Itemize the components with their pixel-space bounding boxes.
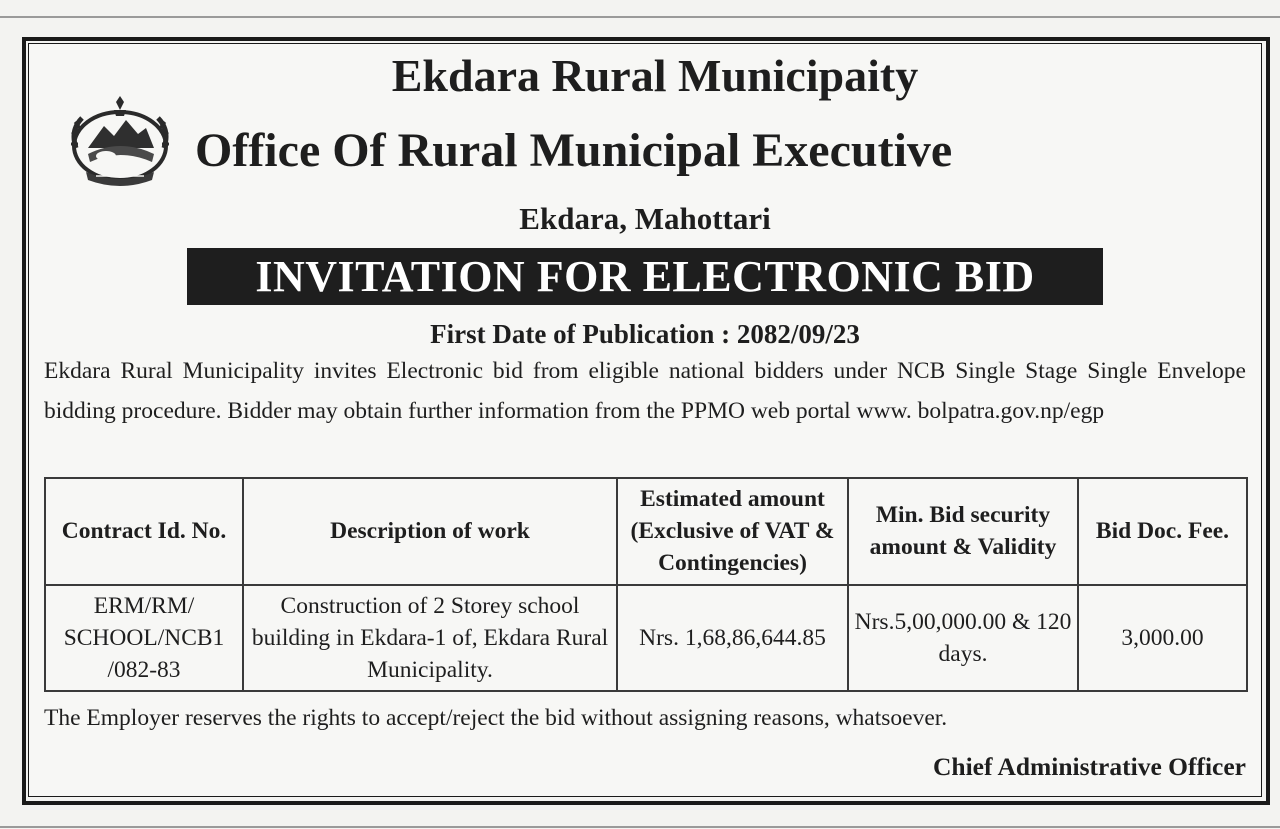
location-subtitle: Ekdara, Mahottari — [519, 201, 771, 236]
nepal-government-emblem-icon — [66, 96, 174, 188]
cell-estimated-amount: Nrs. 1,68,86,644.85 — [617, 585, 848, 692]
bottom-rule — [0, 826, 1280, 828]
cell-bid-security: Nrs.5,00,000.00 & 120 days. — [848, 585, 1078, 692]
table-row — [45, 585, 1247, 692]
municipality-title: Ekdara Rural Municipaity — [391, 50, 919, 101]
cell-doc-fee: 3,000.00 — [1078, 585, 1247, 692]
publication-date: First Date of Publication : 2082/09/23 — [430, 319, 860, 349]
signatory-title: Chief Administrative Officer — [932, 752, 1246, 781]
header-bid-security: Min. Bid security amount & Validity — [848, 478, 1078, 585]
cell-description: Construction of 2 Storey school building in Ekdara-1 of, Ekdara Rural Municipality. — [243, 585, 617, 692]
header-doc-fee: Bid Doc. Fee. — [1078, 478, 1247, 585]
bid-details-table — [44, 477, 1248, 692]
intro-paragraph: Ekdara Rural Municipality invites Electronic bid from eligible national bidders under NCB Single Stage Single Envelope bidding procedure. Bidder may obtain further information from the PPMO web portal www. bolpatra.gov.np/egp — [44, 358, 1246, 424]
top-rule — [0, 16, 1280, 18]
invitation-banner: INVITATION FOR ELECTRONIC BID — [187, 248, 1103, 305]
cell-contract-id: ERM/RM/ SCHOOL/NCB1 /082-83 — [45, 585, 243, 692]
office-title: Office Of Rural Municipal Executive — [195, 124, 953, 177]
table-header-row — [45, 478, 1247, 585]
header-estimated-amount: Estimated amount (Exclusive of VAT & Contingencies) — [617, 478, 848, 585]
reservation-note: The Employer reserves the rights to accept/reject the bid without assigning reasons, whatsoever. — [44, 705, 948, 731]
header-contract-id: Contract Id. No. — [45, 478, 243, 585]
header-description: Description of work — [243, 478, 617, 585]
